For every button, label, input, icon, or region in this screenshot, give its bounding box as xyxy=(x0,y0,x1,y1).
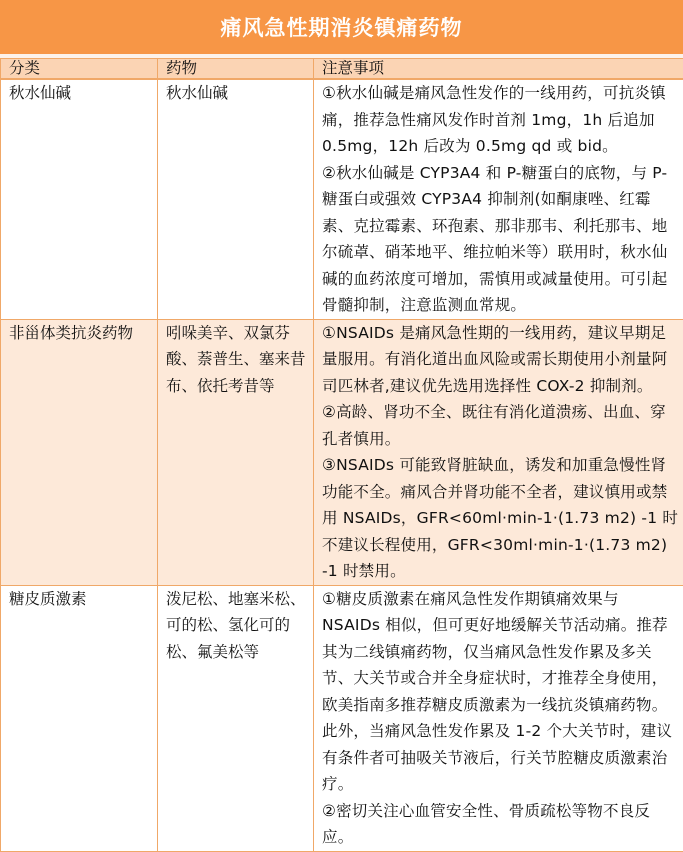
drugs-cell: 泼尼松、地塞米松、可的松、氢化可的松、氟美松等 xyxy=(158,585,314,851)
notes-cell xyxy=(314,585,683,851)
table-header-row xyxy=(1,59,683,80)
header-notes: 注意事项 xyxy=(314,59,683,80)
note-item: ②秋水仙碱是 CYP3A4 和 P-糖蛋白的底物，与 P-糖蛋白或强效 CYP3A4 抑制剂(如酮康唑、红霉素、克拉霉素、环孢素、那非那韦、利托那韦、地尔硫䓬、硝苯地平、维拉帕米等）联用时，秋水仙碱的血药浓度可增加，需慎用或减量使用。可引起骨髓抑制，注意监测血常规。 xyxy=(322,160,679,319)
note-item: ②密切关注心血管安全性、骨质疏松等物不良反应。 xyxy=(322,798,679,851)
category-cell: 糖皮质激素 xyxy=(1,585,158,851)
table-row xyxy=(1,79,683,319)
table-row xyxy=(1,585,683,851)
note-item: ③NSAIDs 可能致肾脏缺血，诱发和加重急慢性肾功能不全。痛风合并肾功能不全者，建议慎用或禁用 NSAIDs，GFR<60ml·min-1·(1.73 m2) -1 时不建议长程使用，GFR<30ml·min-1·(1.73 m2) -1 时禁用。 xyxy=(322,452,679,585)
page-title: 痛风急性期消炎镇痛药物 xyxy=(0,0,683,58)
notes-cell xyxy=(314,79,683,319)
notes-cell xyxy=(314,319,683,585)
drugs-cell: 吲哚美辛、双氯芬酸、萘普生、塞来昔布、依托考昔等 xyxy=(158,319,314,585)
note-item: ①糖皮质激素在痛风急性发作期镇痛效果与 NSAIDs 相似，但可更好地缓解关节活动痛。推荐其为二线镇痛药物，仅当痛风急性发作累及多关节、大关节或合并全身症状时，才推荐全身使用，欧美指南多推荐糖皮质激素为一线抗炎镇痛药物。此外，当痛风急性发作累及 1-2 个大关节时，建议有条件者可抽吸关节液后，行关节腔糖皮质激素治疗。 xyxy=(322,586,679,798)
note-item: ①秋水仙碱是痛风急性发作的一线用药，可抗炎镇痛，推荐急性痛风发作时首剂 1mg，1h 后追加 0.5mg，12h 后改为 0.5mg qd 或 bid。 xyxy=(322,80,679,160)
category-cell: 秋水仙碱 xyxy=(1,79,158,319)
drugs-cell: 秋水仙碱 xyxy=(158,79,314,319)
drug-table xyxy=(0,58,683,852)
header-category: 分类 xyxy=(1,59,158,80)
note-item: ①NSAIDs 是痛风急性期的一线用药，建议早期足量服用。有消化道出血风险或需长期使用小剂量阿司匹林者,建议优先选用选择性 COX-2 抑制剂。 xyxy=(322,320,679,400)
table-row xyxy=(1,319,683,585)
note-item: ②高龄、肾功不全、既往有消化道溃疡、出血、穿孔者慎用。 xyxy=(322,399,679,452)
header-drugs: 药物 xyxy=(158,59,314,80)
category-cell: 非甾体类抗炎药物 xyxy=(1,319,158,585)
